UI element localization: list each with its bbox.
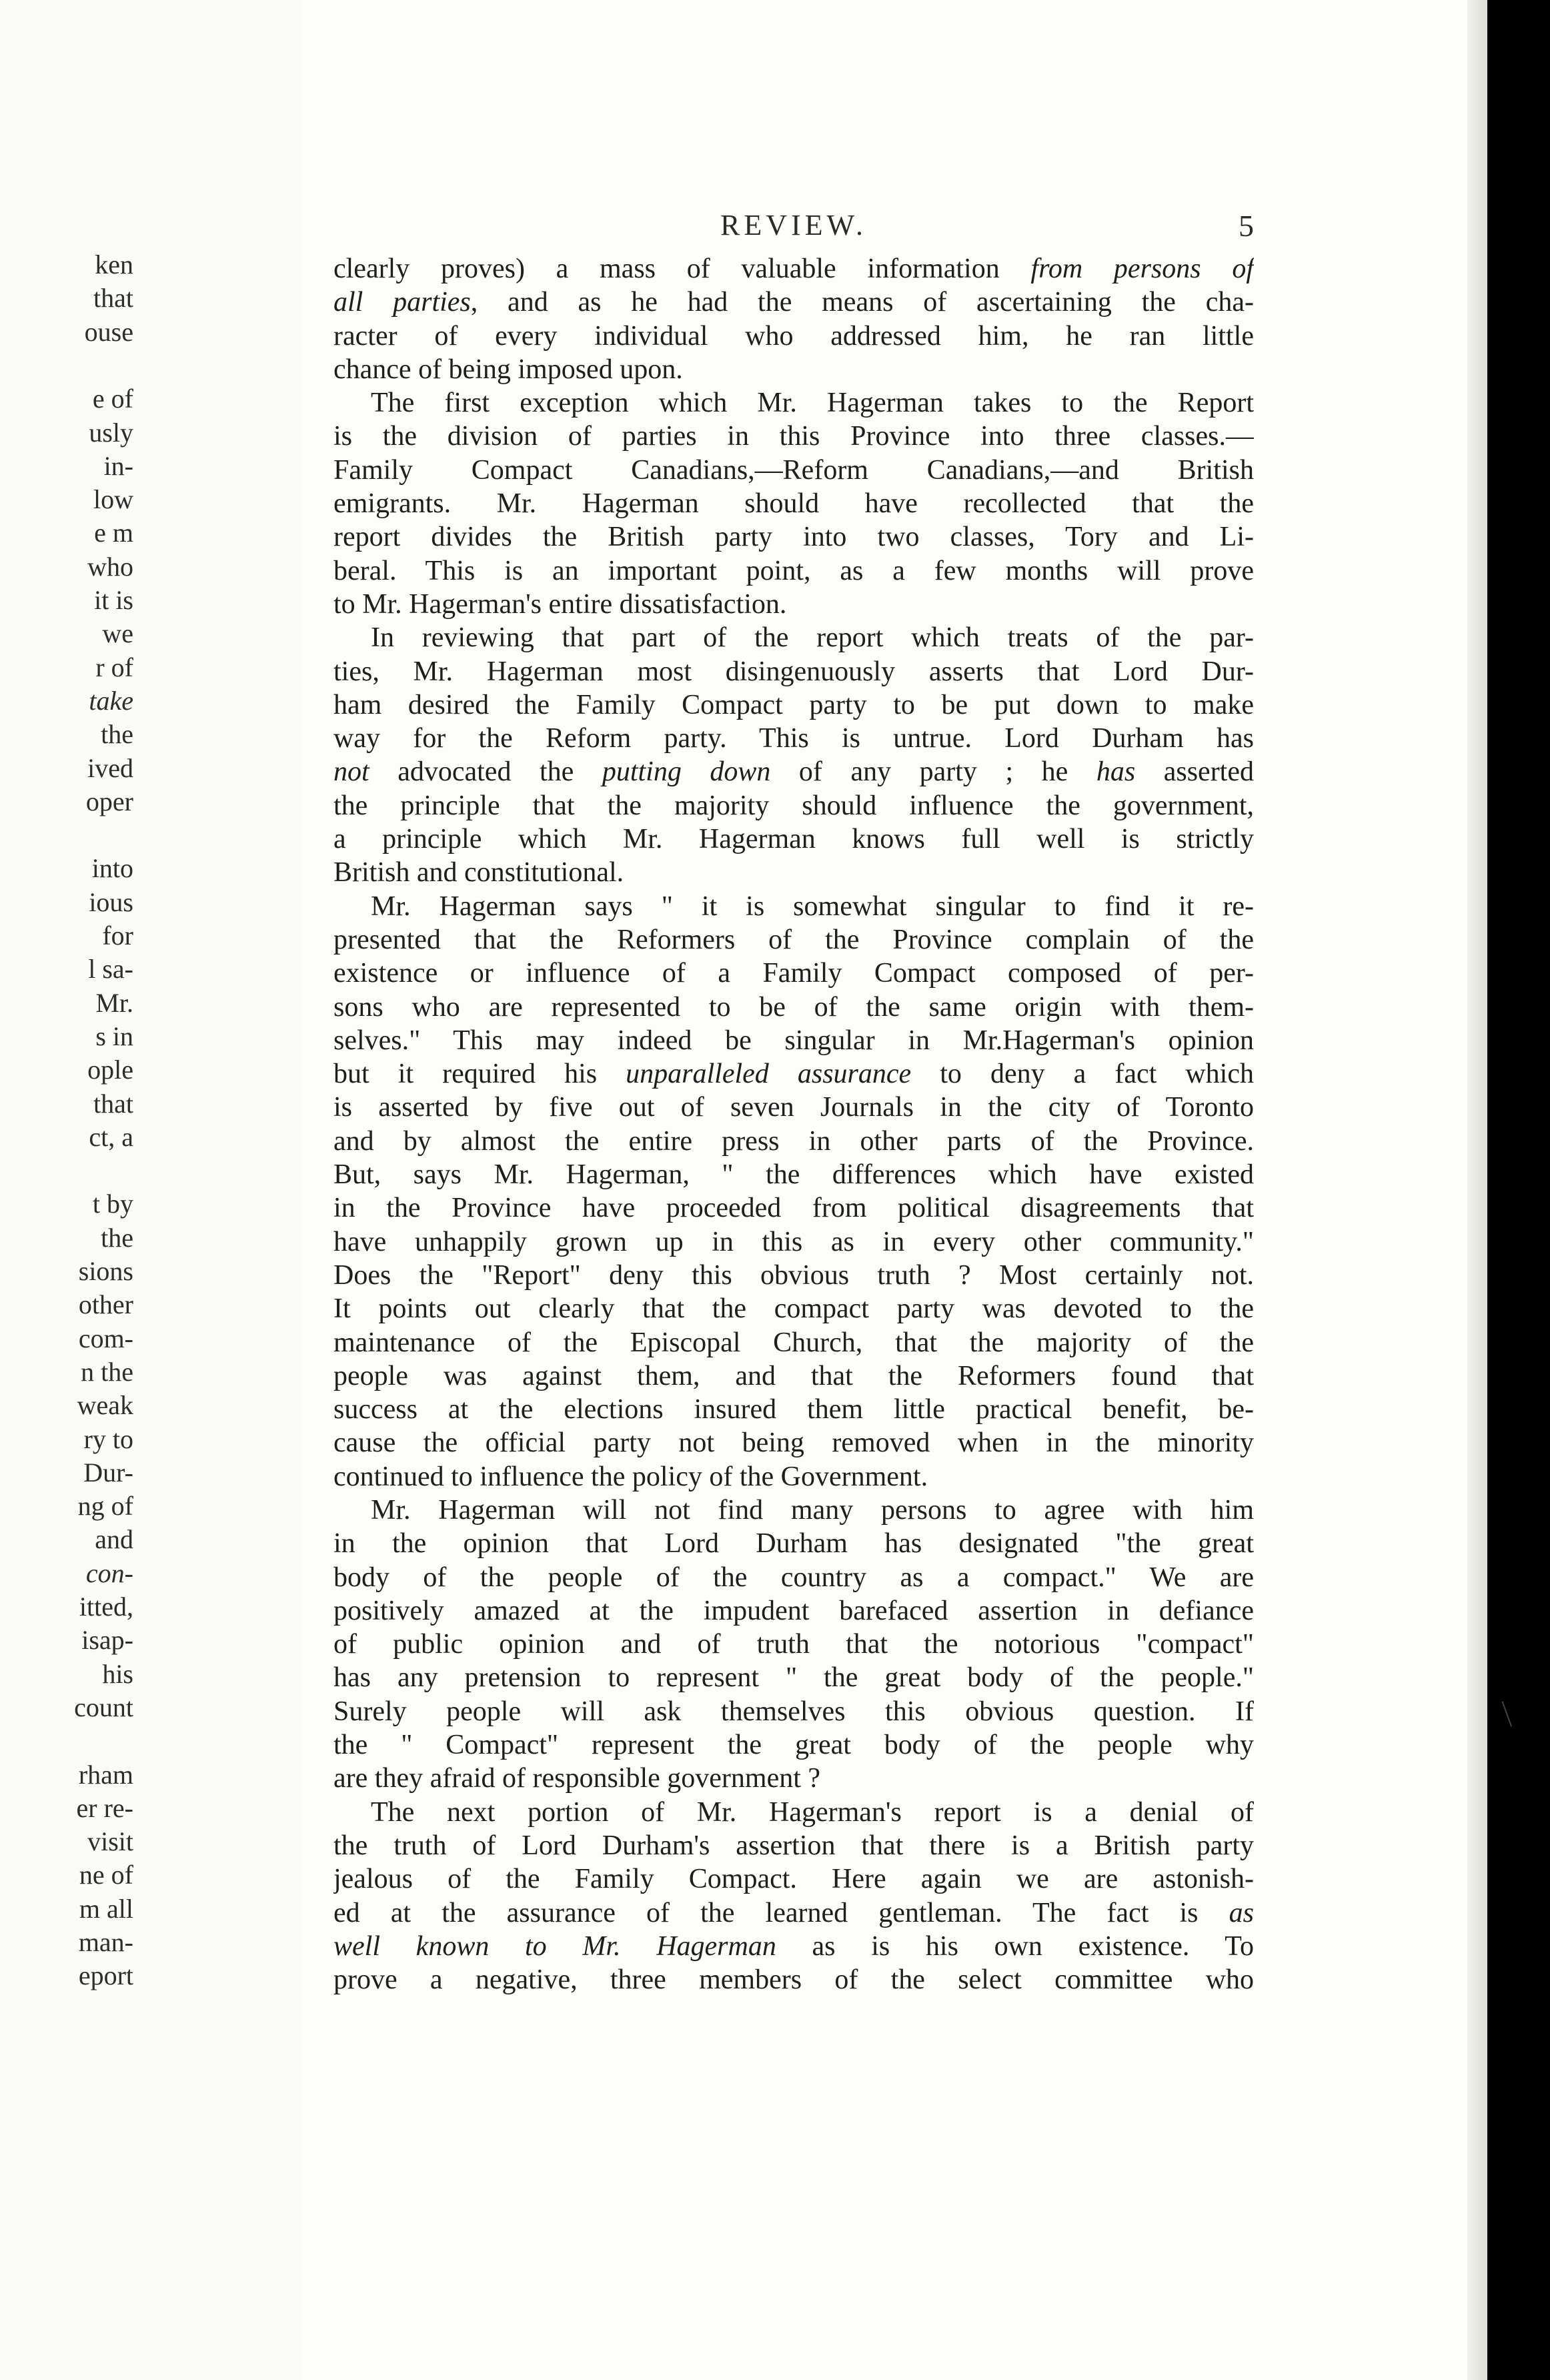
- text-line: [333, 1292, 1254, 1325]
- text-line: [333, 688, 1254, 722]
- left-page-fragment: that: [93, 283, 133, 314]
- text-line: [333, 1862, 1254, 1896]
- left-page-fragment: isap-: [81, 1625, 133, 1656]
- left-page-fragment: ry to: [83, 1423, 133, 1454]
- left-page-fragment: count: [74, 1692, 133, 1722]
- text-line: [333, 856, 1254, 889]
- text-line: [333, 1661, 1254, 1694]
- left-page-fragment: er re-: [76, 1792, 133, 1823]
- text-line: [333, 454, 1254, 487]
- text-segment: presented that the Reformers of the Province complain of the: [333, 924, 1254, 955]
- left-page-fragment: n the: [81, 1356, 133, 1387]
- left-page-fragment: who: [87, 551, 133, 582]
- text-line: [333, 285, 1254, 319]
- text-segment: clearly proves) a mass of valuable information: [333, 253, 1031, 284]
- text-segment: of any party ; he: [770, 756, 1096, 788]
- text-line: [333, 1091, 1254, 1124]
- text-line: [333, 1125, 1254, 1158]
- left-page-fragment: for: [102, 921, 133, 951]
- left-page-fragment: e m: [94, 518, 133, 548]
- text-segment: Mr. Hagerman will not find many persons to agree with him: [371, 1494, 1254, 1526]
- italic-text: well known to Mr. Hagerman: [333, 1930, 776, 1962]
- text-segment: to Mr. Hagerman's entire dissatisfaction.: [333, 588, 787, 620]
- text-line: [333, 1359, 1254, 1393]
- text-line: [333, 353, 1254, 386]
- text-segment: body of the people of the country as a compact." We are: [333, 1562, 1254, 1593]
- text-line: [333, 252, 1254, 285]
- text-line: [333, 1728, 1254, 1762]
- text-segment: continued to influence the policy of the Government.: [333, 1461, 928, 1492]
- text-line: [333, 755, 1254, 788]
- text-segment: maintenance of the Episcopal Church, that the majority of the: [333, 1327, 1254, 1358]
- text-line: [333, 991, 1254, 1024]
- left-page-fragment: t by: [92, 1189, 133, 1219]
- text-segment: report divides the British party into two classes, Tory and Li-: [333, 522, 1254, 553]
- left-page-fragment: ken: [95, 249, 133, 279]
- text-segment: in the Province have proceeded from political disagreements that: [333, 1193, 1254, 1224]
- text-line: [333, 1259, 1254, 1292]
- text-segment: selves." This may indeed be singular in Mr.Hagerman's opinion: [333, 1025, 1254, 1056]
- text-line: [333, 1393, 1254, 1426]
- text-segment: British and constitutional.: [333, 857, 624, 888]
- left-page-fragment: it is: [94, 585, 133, 615]
- text-line: [333, 487, 1254, 520]
- text-line: [333, 1191, 1254, 1225]
- text-segment: in the opinion that Lord Durham has designated "the great: [333, 1528, 1254, 1560]
- text-line: [333, 923, 1254, 957]
- text-line: [333, 1963, 1254, 1996]
- left-page-fragment: sions: [78, 1256, 133, 1286]
- text-segment: Does the "Report" deny this obvious truth ? Most certainly not.: [333, 1259, 1254, 1291]
- left-page-fragment: itted,: [79, 1592, 133, 1622]
- text-segment: people was against them, and that the Reformers found that: [333, 1360, 1254, 1391]
- text-segment: are they afraid of responsible government ?: [333, 1763, 821, 1794]
- text-segment: emigrants. Mr. Hagerman should have recollected that the: [333, 488, 1254, 520]
- text-line: [333, 1057, 1254, 1091]
- page-number: 5: [1239, 209, 1254, 243]
- left-page-fragment: e of: [92, 384, 133, 414]
- text-segment: of public opinion and of truth that the notorious "compact": [333, 1629, 1254, 1660]
- text-segment: In reviewing that part of the report which treats of the par-: [371, 622, 1254, 654]
- italic-text: not: [333, 756, 369, 788]
- text-line: [333, 621, 1254, 654]
- left-page-fragment: other: [78, 1289, 133, 1320]
- left-page-fragment: Mr.: [95, 987, 133, 1018]
- text-segment: cause the official party not being removed when in the minority: [333, 1427, 1254, 1459]
- text-line: [333, 655, 1254, 688]
- text-segment: success at the elections insured them little practical benefit, be-: [333, 1394, 1254, 1425]
- text-line: [333, 520, 1254, 554]
- text-segment: way for the Reform party. This is untrue. Lord Durham has: [333, 723, 1254, 754]
- text-segment: to deny a fact which: [911, 1059, 1254, 1090]
- text-segment: , and as he had the means of ascertaining the cha-: [470, 287, 1254, 318]
- text-line: [333, 1426, 1254, 1459]
- text-segment: but it required his: [333, 1059, 626, 1090]
- text-line: [333, 320, 1254, 353]
- text-segment: Surely people will ask themselves this obvious question. If: [333, 1696, 1254, 1727]
- text-segment: The first exception which Mr. Hagerman takes to the Report: [371, 388, 1254, 419]
- left-page-fragment: con-: [85, 1558, 133, 1588]
- left-page-fragment: the: [101, 719, 133, 750]
- body-text: [333, 252, 1254, 1996]
- left-page-fragment: m all: [79, 1893, 133, 1924]
- book-gutter: [133, 0, 300, 2380]
- text-segment: the principle that the majority should influence the government,: [333, 790, 1254, 821]
- text-segment: asserted: [1135, 756, 1254, 788]
- text-line: [333, 1326, 1254, 1359]
- text-segment: existence or influence of a Family Compact composed of per-: [333, 958, 1254, 989]
- italic-text: unparalleled assurance: [626, 1059, 912, 1090]
- text-line: [333, 722, 1254, 755]
- text-segment: jealous of the Family Compact. Here again we are astonish-: [333, 1864, 1254, 1895]
- text-line: [333, 420, 1254, 453]
- left-page-fragment: take: [89, 685, 133, 716]
- italic-text: as: [1229, 1897, 1254, 1928]
- left-page-fragment: his: [102, 1658, 133, 1689]
- text-segment: a principle which Mr. Hagerman knows full well is strictly: [333, 824, 1254, 855]
- text-line: [333, 1796, 1254, 1829]
- left-page-fragment: ne of: [79, 1860, 133, 1890]
- text-segment: The next portion of Mr. Hagerman's report is a denial of: [371, 1796, 1254, 1828]
- page-edge: [1467, 0, 1487, 2380]
- left-page-fragment: ople: [87, 1055, 133, 1085]
- text-segment: Mr. Hagerman says " it is somewhat singular to find it re-: [371, 890, 1254, 922]
- text-line: [333, 789, 1254, 822]
- text-segment: Family Compact Canadians,—Reform Canadians,—and British: [333, 454, 1254, 486]
- text-segment: beral. This is an important point, as a few months will prove: [333, 555, 1254, 586]
- italic-text: has: [1096, 756, 1136, 788]
- text-segment: chance of being imposed upon.: [333, 354, 683, 385]
- left-page-fragment: l sa-: [88, 954, 133, 985]
- text-segment: ham desired the Family Compact party to be put down to make: [333, 689, 1254, 720]
- left-page-fragment: oper: [85, 786, 133, 816]
- left-page-fragment: ious: [89, 886, 133, 917]
- left-page-fragment: in-: [103, 450, 133, 481]
- running-head: REVIEW.: [720, 209, 868, 241]
- text-line: [333, 386, 1254, 420]
- italic-text: all parties: [333, 287, 471, 318]
- text-segment: positively amazed at the impudent barefaced assertion in defiance: [333, 1595, 1254, 1626]
- italic-text: putting down: [602, 756, 771, 788]
- text-segment: sons who are represented to be of the same origin with them-: [333, 991, 1254, 1023]
- text-line: [333, 1628, 1254, 1661]
- text-segment: racter of every individual who addressed him, he ran little: [333, 320, 1254, 352]
- italic-text: from persons of: [1030, 253, 1254, 284]
- left-page-fragment: that: [93, 1088, 133, 1119]
- text-line: [333, 1561, 1254, 1594]
- left-page-fragment: ng of: [77, 1491, 133, 1522]
- text-segment: It points out clearly that the compact party was devoted to the: [333, 1293, 1254, 1325]
- text-segment: advocated the: [369, 756, 602, 788]
- text-line: [333, 1460, 1254, 1494]
- left-page-fragment: r of: [95, 652, 133, 682]
- text-segment: have unhappily grown up in this as in every other community.": [333, 1226, 1254, 1257]
- text-line: [333, 588, 1254, 621]
- text-line: [333, 1594, 1254, 1628]
- text-segment: the truth of Lord Durham's assertion that there is a British party: [333, 1830, 1254, 1861]
- text-segment: and by almost the entire press in other parts of the Province.: [333, 1125, 1254, 1157]
- previous-page-fragment: [0, 0, 133, 2380]
- text-line: [333, 1829, 1254, 1862]
- left-page-fragment: rham: [78, 1759, 133, 1790]
- text-line: [333, 1494, 1254, 1527]
- text-segment: as is his own existence. To: [776, 1930, 1254, 1962]
- text-line: [333, 1896, 1254, 1930]
- text-segment: prove a negative, three members of the select committee who: [333, 1964, 1254, 1996]
- left-page-fragment: and: [95, 1524, 133, 1555]
- text-line: [333, 1527, 1254, 1560]
- text-line: [333, 1930, 1254, 1963]
- text-segment: ties, Mr. Hagerman most disingenuously asserts that Lord Dur-: [333, 656, 1254, 687]
- left-page-fragment: com-: [78, 1323, 133, 1353]
- left-page-fragment: Dur-: [83, 1457, 133, 1488]
- left-page-fragment: low: [93, 484, 133, 515]
- text-line: [333, 1762, 1254, 1795]
- left-page-fragment: the: [101, 1222, 133, 1253]
- text-segment: ed at the assurance of the learned gentleman. The fact is: [333, 1897, 1229, 1928]
- text-line: [333, 554, 1254, 588]
- text-segment: But, says Mr. Hagerman, " the differences which have existed: [333, 1159, 1254, 1191]
- text-line: [333, 1695, 1254, 1728]
- left-page-fragment: eport: [78, 1960, 133, 1991]
- text-segment: the " Compact" represent the great body of the people why: [333, 1730, 1254, 1761]
- text-line: [333, 957, 1254, 990]
- text-segment: is the division of parties in this Province into three classes.—: [333, 421, 1254, 452]
- page-header: [333, 208, 1254, 248]
- left-page-fragment: usly: [89, 417, 133, 448]
- left-page-fragment: into: [91, 853, 133, 884]
- left-page-fragment: we: [102, 618, 133, 649]
- text-line: [333, 822, 1254, 856]
- text-line: [333, 1158, 1254, 1191]
- margin-mark: [1501, 1699, 1517, 1726]
- text-segment: is asserted by five out of seven Journals in the city of Toronto: [333, 1092, 1254, 1123]
- left-page-fragment: s in: [95, 1021, 133, 1051]
- left-page-fragment: ived: [87, 752, 133, 783]
- left-page-fragment: ouse: [84, 316, 133, 347]
- text-line: [333, 1225, 1254, 1259]
- text-segment: has any pretension to represent " the great body of the people.": [333, 1662, 1254, 1694]
- text-line: [333, 1024, 1254, 1057]
- left-page-fragment: man-: [78, 1927, 133, 1957]
- left-page-fragment: weak: [77, 1390, 133, 1421]
- text-line: [333, 890, 1254, 923]
- left-page-fragment: visit: [87, 1826, 133, 1857]
- left-page-fragment: ct, a: [89, 1121, 133, 1152]
